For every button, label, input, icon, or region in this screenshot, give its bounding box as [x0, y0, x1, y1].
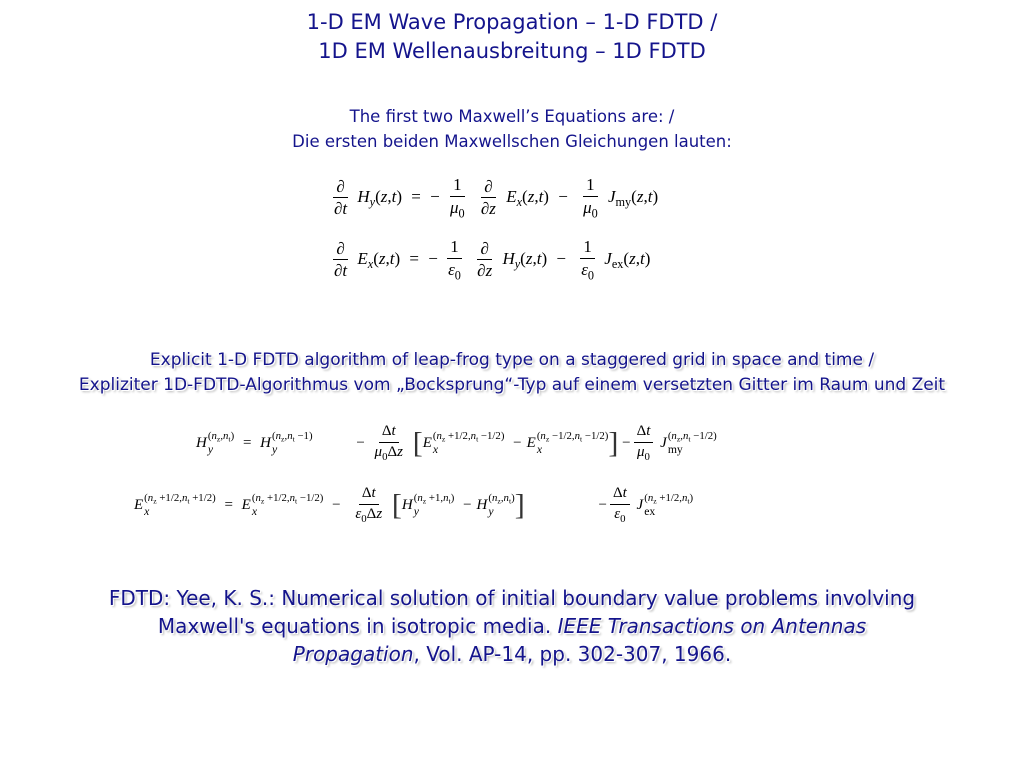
- title-line-english: 1-D EM Wave Propagation – 1-D FDTD /: [306, 10, 718, 34]
- reference-text-part1: Yee, K. S.: Numerical solution of initial boundary value problems involving Maxwell's equations in isotropic media.: [157, 586, 916, 638]
- reference-journal: IEEE Transactions on Antennas Propagation: [292, 614, 867, 666]
- reference-citation: [0, 584, 1024, 668]
- maxwell-intro: [0, 104, 1024, 154]
- update-equation-ex: E $(n_z +1/2,n_t +1/2)$ x = E $(n_z +1/2,n_t -1/2)$ x − $\frac{\Delta t}{\varepsilon_0\Delta z}$ [H $(n_z +1,n_t)$ y − H $(n_z,n_t)$ y ] − $\frac{\Delta t}{\varepsilon_0}$ J $(n_z +1/2,n_t)$ ex: [134, 485, 694, 525]
- maxwell-equation-ex: $\frac{\partial}{\partial t}$ $E_x(z,t)$ = − $\frac{1}{\varepsilon_0}$ $\frac{\partial}{\partial z}$ $H_y(z,t)$ − $\frac{1}{\varepsilon_0}$ $J_{ex}(z,t)$: [334, 237, 651, 283]
- reference-text-part2: , Vol. AP-14, pp. 302-307, 1966.: [413, 642, 732, 666]
- title-line-german: 1D EM Wellenausbreitung – 1D FDTD: [318, 39, 706, 63]
- algorithm-caption: [0, 348, 1024, 398]
- intro-line-english: The first two Maxwell’s Equations are: /: [349, 107, 675, 126]
- intro-line-german: Die ersten beiden Maxwellschen Gleichungen lauten:: [292, 132, 732, 151]
- algorithm-line-english: Explicit 1-D FDTD algorithm of leap-frog type on a staggered grid in space and time /: [149, 350, 875, 370]
- update-equation-hy: H $(n_z,n_t)$ y = H $(n_z,n_t -1)$ y − $\frac{\Delta t}{\mu_0\Delta z}$ [E $(n_z +1/2,n_t -1/2)$ x − E $(n_z -1/2,n_t -1/2)$ x ] − $\frac{\Delta t}{\mu_0}$ J $(n_z,n_t -1/2)$ my: [196, 423, 717, 463]
- reference-label: FDTD:: [108, 586, 171, 610]
- algorithm-line-german: Expliziter 1D-FDTD-Algorithmus vom „Bocksprung“-Typ auf einem versetzten Gitter im Raum und Zeit: [78, 375, 946, 395]
- maxwell-equation-hy: $\frac{\partial}{\partial t}$ $H_y(z,t)$ = − $\frac{1}{\mu_0}$ $\frac{\partial}{\partial z}$ $E_x(z,t)$ − $\frac{1}{\mu_0}$ $J_{my}(z,t)$: [334, 175, 659, 221]
- slide-title: [0, 8, 1024, 66]
